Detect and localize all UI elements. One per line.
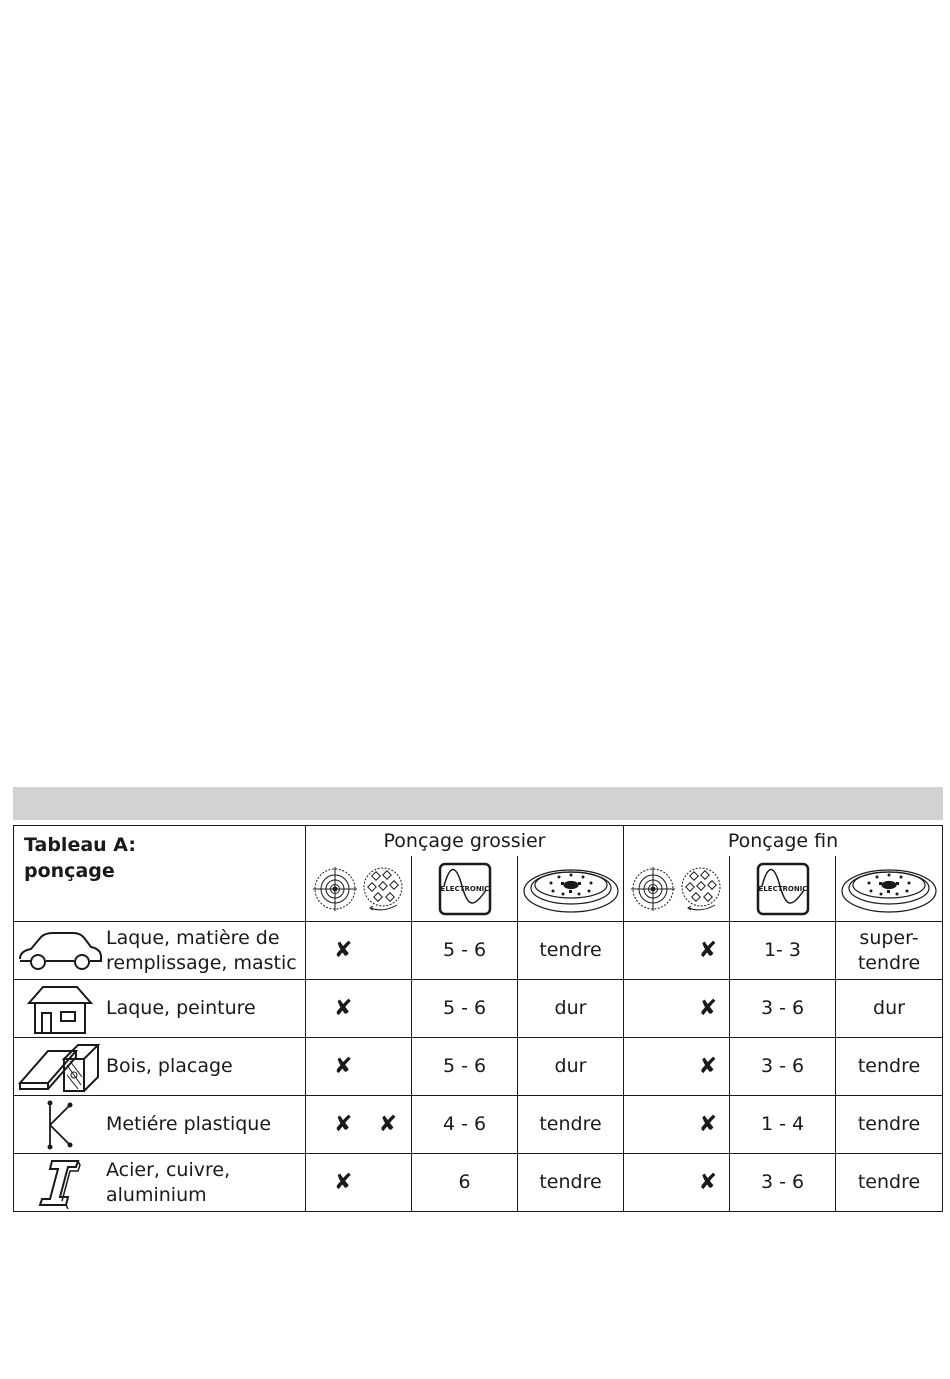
steel-beam-icon — [38, 1157, 82, 1209]
coarse-mode-cell — [306, 1038, 412, 1096]
sanding-mode-icons — [629, 863, 725, 915]
material-label: Metiére plastique — [106, 1113, 272, 1135]
coarse-pad: tendre — [518, 1154, 624, 1212]
sanding-pad-icon — [521, 863, 621, 915]
check-mark: ✘ — [698, 1112, 717, 1137]
fine-pad-line1: tendre — [857, 1113, 921, 1135]
fine-speed: 1- 3 — [730, 922, 836, 980]
coarse-mode-cell — [306, 922, 412, 980]
check-mark: ✘ — [334, 1054, 353, 1079]
group-fine-heading: Ponçage fin — [624, 826, 943, 857]
table-title-line2: ponçage — [24, 860, 115, 882]
table-title-line1: Tableau A: — [24, 834, 136, 856]
table-row — [14, 980, 943, 1038]
electronic-speed-icon — [438, 862, 492, 916]
car-icon — [17, 929, 103, 973]
coarse-pad-icon-cell — [518, 856, 624, 922]
fine-pad — [836, 1038, 943, 1096]
coarse-speed: 4 - 6 — [412, 1096, 518, 1154]
material-label-line2: remplissage, mastic — [106, 951, 297, 974]
material-cell — [14, 1154, 306, 1212]
table-row — [14, 1038, 943, 1096]
electronic-speed-icon — [756, 862, 810, 916]
fine-pad — [836, 1096, 943, 1154]
house-icon — [25, 983, 95, 1035]
material-cell — [14, 922, 306, 980]
group-coarse-heading: Ponçage grossier — [306, 826, 624, 857]
fine-pad-line1: super- — [859, 926, 919, 949]
wood-icon — [18, 1041, 102, 1093]
coarse-pad: tendre — [518, 922, 624, 980]
material-label: Bois, placage — [106, 1055, 233, 1077]
coarse-speed: 5 - 6 — [412, 980, 518, 1038]
material-cell — [14, 1038, 306, 1096]
fine-speed: 3 - 6 — [730, 1154, 836, 1212]
fine-pad-line2: tendre — [857, 951, 921, 974]
coarse-mode-icons — [306, 856, 412, 922]
coarse-pad: dur — [518, 980, 624, 1038]
coarse-pad: tendre — [518, 1096, 624, 1154]
material-cell — [14, 1096, 306, 1154]
table-row — [14, 1154, 943, 1212]
fine-pad-line1: tendre — [857, 1171, 921, 1193]
fine-mode-cell — [624, 1154, 730, 1212]
check-mark: ✘ — [698, 1170, 717, 1195]
fine-pad — [836, 980, 943, 1038]
fine-mode-icons — [624, 856, 730, 922]
coarse-speed: 5 - 6 — [412, 1038, 518, 1096]
material-label: Acier, cuivre, — [106, 1158, 231, 1181]
fine-pad-line1: tendre — [857, 1055, 921, 1077]
fine-pad — [836, 922, 943, 980]
sanding-pad-icon — [839, 863, 939, 915]
electronic-label: ELECTRONIC — [440, 884, 489, 893]
check-mark: ✘ — [334, 1170, 353, 1195]
fine-pad-line1: dur — [873, 997, 905, 1019]
material-label: Laque, peinture — [106, 997, 256, 1019]
material-label-line2: aluminium — [106, 1183, 207, 1206]
coarse-mode-cell — [306, 1096, 412, 1154]
check-mark: ✘ — [378, 1112, 397, 1137]
fine-mode-cell — [624, 1096, 730, 1154]
coarse-speed: 5 - 6 — [412, 922, 518, 980]
fine-speed: 3 - 6 — [730, 1038, 836, 1096]
check-mark: ✘ — [698, 1054, 717, 1079]
table-row — [14, 1096, 943, 1154]
check-mark: ✘ — [334, 938, 353, 963]
sanding-mode-icons — [311, 863, 407, 915]
fine-speed: 3 - 6 — [730, 980, 836, 1038]
fine-pad-icon-cell — [836, 856, 943, 922]
check-mark: ✘ — [334, 996, 353, 1021]
fine-mode-cell — [624, 980, 730, 1038]
fine-speed: 1 - 4 — [730, 1096, 836, 1154]
coarse-electronic-icon-cell — [412, 856, 518, 922]
plastic-icon — [40, 1099, 80, 1151]
fine-pad — [836, 1154, 943, 1212]
table-row — [14, 922, 943, 980]
sanding-table — [13, 825, 943, 1212]
coarse-mode-cell — [306, 1154, 412, 1212]
material-cell — [14, 980, 306, 1038]
check-mark: ✘ — [334, 1112, 353, 1137]
check-mark: ✘ — [698, 996, 717, 1021]
electronic-label: ELECTRONIC — [758, 884, 807, 893]
check-mark: ✘ — [698, 938, 717, 963]
coarse-pad: dur — [518, 1038, 624, 1096]
fine-mode-cell — [624, 922, 730, 980]
material-label: Laque, matière de — [106, 926, 280, 949]
header-band — [13, 787, 943, 820]
fine-electronic-icon-cell — [730, 856, 836, 922]
fine-mode-cell — [624, 1038, 730, 1096]
coarse-speed: 6 — [412, 1154, 518, 1212]
table-title — [14, 826, 306, 922]
coarse-mode-cell — [306, 980, 412, 1038]
